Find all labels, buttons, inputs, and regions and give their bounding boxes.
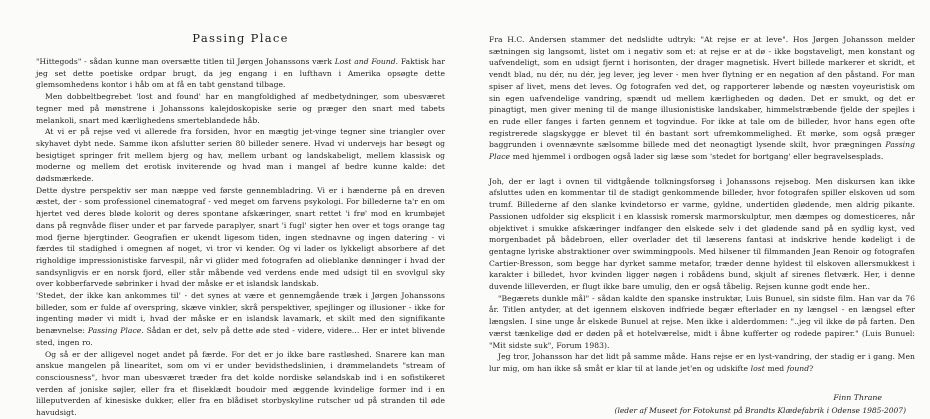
- italic-text: Lost and Found: [334, 57, 396, 66]
- paragraph: [36, 91, 445, 126]
- body-text: "Hittegods" - sådan kunne man oversætte titlen til Jørgen Johanssons værk: [36, 57, 335, 66]
- left-page: [36, 31, 445, 419]
- author-signature: Finn Thrane: [833, 392, 882, 402]
- author-byline: (leder af Museet for Fotokunst på Brandts Klædefabrik i Odense 1985-2007): [614, 405, 906, 415]
- body-text: Og så er der alligevel noget andet på færde. For det er jo ikke bare rastløshed. Snarere kan man anskue mangelen på linearitet, som om vi er under bevidsthedslinien, i drømmelandets "stream of consciousness", hvor man ubesværet træder fra det kolde nordiske sølandskab ind i en sofistikeret verden af joniske søjler, eller fra et fliseklædt boudoir med æggende kvindelige former ind i en lilleputverden af kinesiske dukker, eller fra en blådiset storbyskyline rutscher ud på stranden til øde havudsigt.: [36, 349, 445, 418]
- paragraph: [36, 349, 445, 419]
- body-text: Fra H.C. Andersen stammer det nedslidte udtryk: "At rejse er at leve". Hos Jørgen Johansson melder sætningen sig langsomt, listet om i negativ som et: at rejse er at dø - ikke bogstaveligt, men konstant og uafvendeligt, som en udsigt fjernt i horisonten, der drager magnetisk. Hvert billede markerer et skridt, et vendt blad, nu dér, nu dér, jeg lever, jeg lever - men hver flytning er en negation af den påstand. For man spiser af livet, mens det leves. Og fotografen ved det, og rapporterer løbende og næsten voyeuristisk om sin egen uafvendelige vandring, spændt ud mellem kærligheden og døden. Det er smukt, og det er pinagtigt, men giver mening til de mange illusionistiske landskaber, himmelstræbende fjelde der spejles i en rude eller fanges i farten gennem et togvindue. For ikke at tale om de billeder, hvor hans egen ofte registrerede slagskygge er blevet til én bastant sort ufremkommelighed. Et mørke, som også præger baggrunden i ovennævnte sælsomme billede med det neonagtigt lysende skilt, hvor prægningen: [489, 35, 915, 150]
- italic-text: Passing Place: [87, 326, 142, 336]
- body-text: med: [764, 363, 787, 373]
- body-text: Dette dystre perspektiv ser man næppe ved første gennembladring. Vi er i hænderne på en dreven æstet, der - som professionel cinematograf - ved meget om farvens psykologi. For billederne ta'r en om hjertet ved deres bløde kolorit og deres spontane afskæringer, snart rettet 'i frø' mod en krumbøjet dans på regnvåde fliser under et par farvede paraplyer, snart 'i fugl' sigter hen over et togs orange tag mod fjerne bjergtinder. Geografien er ukendt ligesom tiden, ingen stednavne og ingen datering - vi færdes til stadighed i omegnen af noget, vi tror vi kender. Og vi lader os lykkeligt absorbere af det righoldige impressionistiske farvespil, når vi glider med fotografen ad olieblanke dønninger i hvad der sandsynligvis er en norsk fjord, eller står måbende ved verdens ende med udsigt til en svovlgul sky over kobberfarvede søbrinker i hvad der måske er et islandsk landskab.: [36, 185, 445, 289]
- paragraph: [489, 34, 915, 163]
- body-text: . Sådan er det, selv på dette øde sted - videre, videre... Her er intet blivende sted, ingen ro.: [36, 326, 445, 347]
- paragraph: [36, 290, 445, 349]
- paragraph: [489, 351, 915, 374]
- body-text: "Begærets dunkle mål" - sådan kaldte den spanske instruktør, Luis Bunuel, sin sidste film. Han var da 76 år. Titlen antyder, at det igennem elskoven indfriede begær efterlader en ny længsel - en længsel efter længslen. I sine unge år elskede Bunuel at rejse. Men ikke i alderdommen: "..jeg vil ikke dø på farten. Den værst tænkelige død er døden på et hotelværelse, midt i åbne kufferter og rodede papirer." (Luis Bunuel: "Mit sidste suk", Forum 1983).: [489, 293, 915, 350]
- paragraph: [36, 56, 445, 91]
- page-title: Passing Place: [192, 31, 289, 45]
- body-text: med hjemmel i ordbogen også lader sig læse som 'stedet for bortgang' eller begravelsesplads.: [510, 152, 884, 162]
- italic-text: Passing Place: [489, 140, 915, 162]
- paragraph: [36, 126, 445, 185]
- body-text: Jeg tror, Johansson har det lidt på samme måde. Hans rejse er en lyst-vandring, der stadig er i gang. Men lur mig, om han ikke så småt er klar til at lande jet'en og udskifte: [489, 352, 915, 373]
- italic-text: lost: [750, 363, 765, 373]
- body-text: At vi er på rejse ved vi allerede fra forsiden, hvor en mægtig jet-vinge tegner sine triangler over skyhavet dybt nede. Samme ikon afslutter serien 80 billeder senere. Hvad vi undervejs har besøgt og besigtiget springer frit mellem bjerg og hav, mellem urbant og landskabeligt, mellem klassisk og moderne og mellem det erotisk inviterende og hvad man i mangel af bedre kunne kalde: det dødsmærkede.: [36, 127, 445, 184]
- body-text: ?: [809, 363, 814, 373]
- body-text: . Faktisk har jeg set dette poetiske ordpar brugt, da jeg engang i en lufthavn i Amerika opsøgte dette glemsomhedens kontor i håb om at få en tabt genstand tilbage.: [36, 57, 445, 90]
- right-page-text: [489, 34, 915, 375]
- paragraph: [36, 185, 445, 290]
- body-text: Men dobbeltbegrebet 'lost and found' har en mangfoldighed af medbetydninger, som ubesværet tegner med på mønstrene i Johanssons kalejdoskopiske serie og præger den snart med tabets melankoli, snart med kærlighedens smerteblandede håb.: [36, 92, 445, 125]
- right-page: [489, 34, 915, 416]
- body-text: Joh, der er lagt i ovnen til vidtgående tolkningsforsøg i Johanssons rejsebog. Men diskursen kan ikke afsluttes uden en kommentar til de stadigt genkommende billeder, hvor fotografen spiller elskoven ud som trumf. Billederne af den slanke kvindetorso er varme, gyldne, undertiden glødende, men aldrig pikante. Passionen udfolder sig eksplicit i en klassisk romersk marmorskulptur, men dæmpes og domesticeres, når objektivet i smukke afskæringer indfanger den elskede selv i det glødende sand på en sydlig kyst, ved morgenbadet på bådebroen, eller overlader det til læserens fantasi at indskrive hende kødeligt i de gentagne lyriske abstraktioner over swimmingpools. Med hilsener til filmmanden Jean Renoir og fotografen Cartier-Bresson, som begge har dyrket samme metafor, træder denne hyldest til elskoven allersmukkest i karakter i billedet, hvor kvinden ligger nøgen i robådens bund, skjult af sirenes fletværk. Her, i denne duvende lilleverden, er flugt ikke bare umulig, den er også tåbelig. Rejsen kunne godt ende her..: [489, 176, 915, 292]
- paragraph: [489, 176, 915, 293]
- paragraph: [489, 293, 915, 352]
- body-text: 'Stedet, der ikke kan ankommes til' - det synes at være et gennemgående træk i Jørgen Johanssons billeder, som er fulde af overspring, skæve vinkler, skrå perspektiver, spejlinger og illusioner - ikke for ingenting møder vi midt i, hvad der måske er en islandsk lavamark, et skilt med den signifikante benævnelse:: [36, 291, 445, 336]
- italic-text: found: [786, 363, 810, 373]
- left-page-text: [36, 56, 445, 419]
